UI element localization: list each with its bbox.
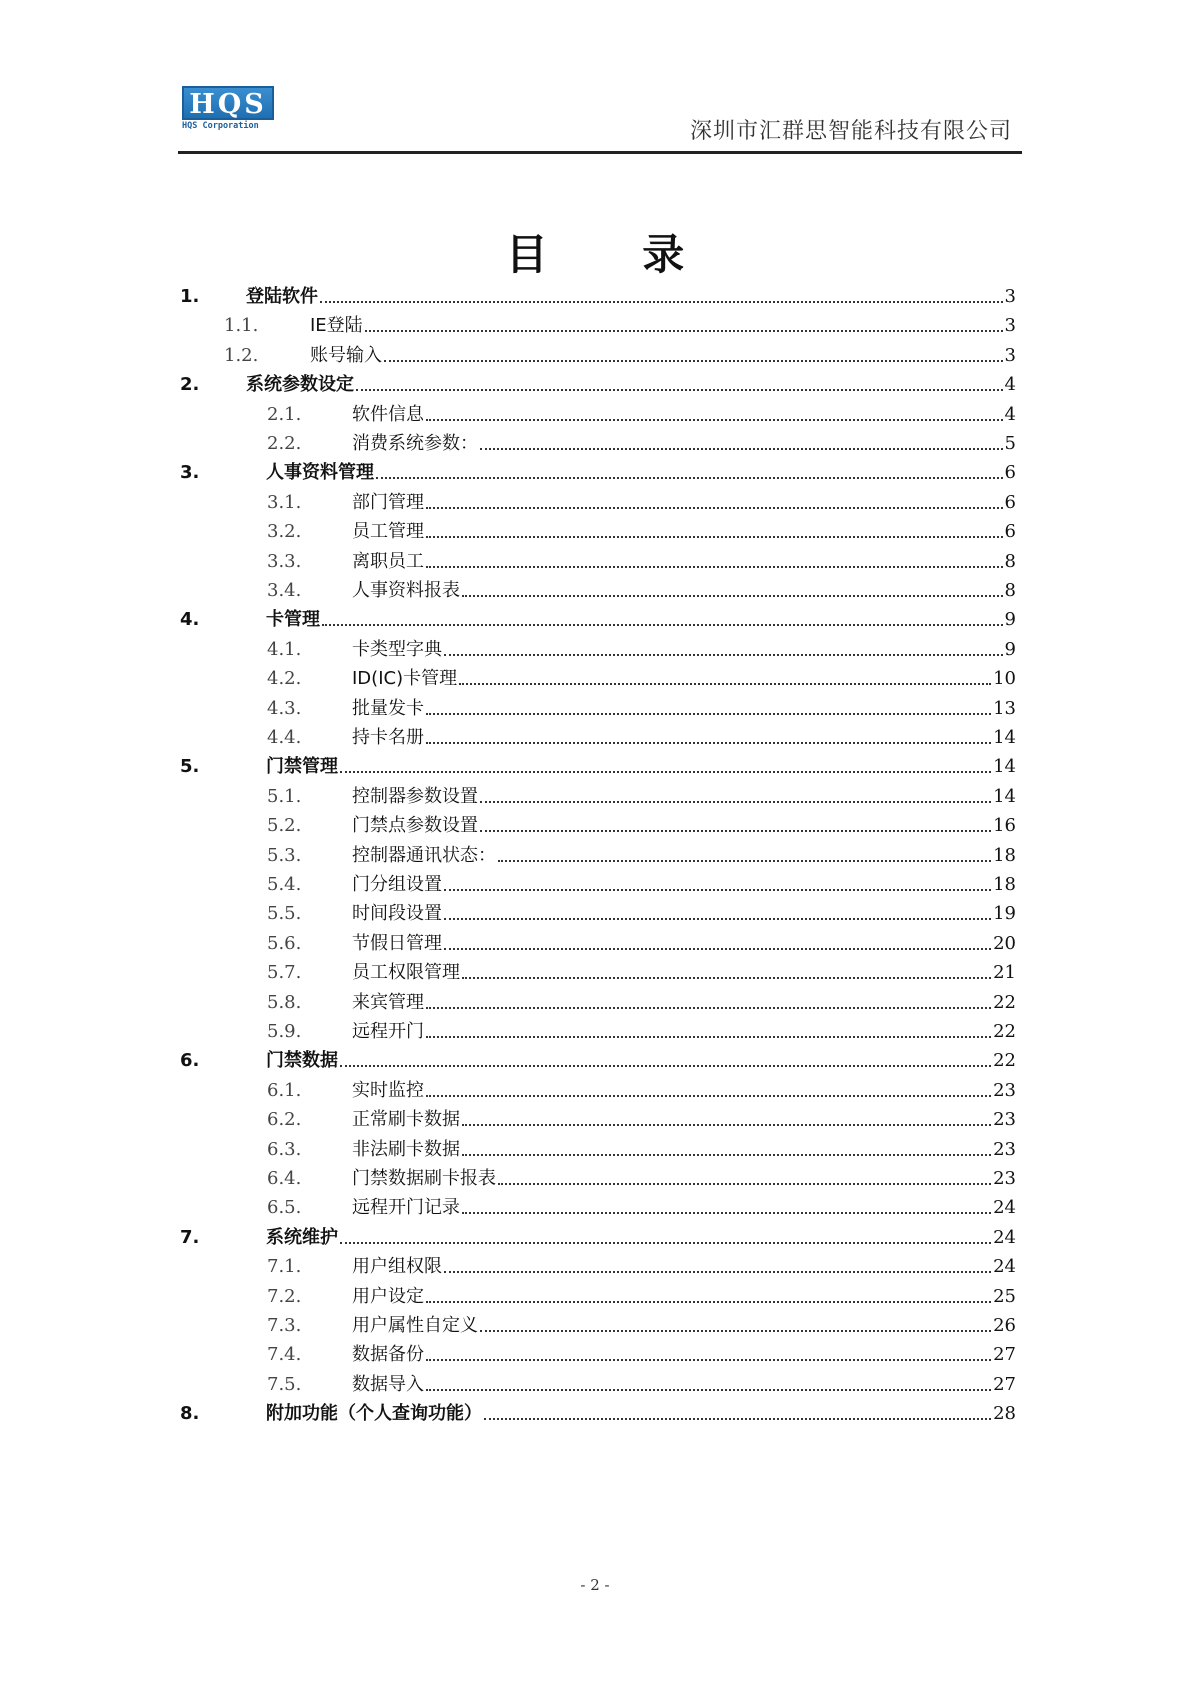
toc-entry-number: 4.3.	[267, 697, 302, 719]
toc-leader-dots	[426, 1036, 991, 1038]
toc-entry-label: 时间段设置	[352, 903, 442, 925]
toc-leader-dots	[426, 566, 1003, 568]
toc-entry-label: 人事资料报表	[352, 580, 460, 601]
toc-entry[interactable]	[0, 899, 1016, 925]
toc-entry[interactable]	[0, 752, 1016, 778]
toc-entry[interactable]	[0, 782, 1016, 808]
toc-entry-label: 员工权限管理	[352, 962, 460, 984]
toc-leader-dots	[480, 448, 1003, 450]
toc-entry[interactable]	[0, 1311, 1016, 1337]
toc-entry-number: 6.2.	[267, 1109, 302, 1131]
toc-entry-number: 3.1.	[267, 491, 302, 513]
toc-entry-page: 23	[993, 1079, 1016, 1101]
toc-entry[interactable]	[0, 1340, 1016, 1366]
toc-entry-page: 3	[1004, 286, 1016, 307]
toc-leader-dots	[340, 771, 991, 773]
toc-entry[interactable]	[0, 458, 1016, 484]
toc-leader-dots	[426, 507, 1003, 509]
company-name: 深圳市汇群思智能科技有限公司	[689, 119, 1012, 144]
toc-entry-label: 控制器参数设置	[352, 785, 478, 807]
toc-entry-label: ID(IC)卡管理	[352, 668, 458, 690]
toc-entry-number: 5.4.	[267, 874, 302, 895]
page-number: - 2 -	[580, 1576, 610, 1594]
toc-entry-number: 5.6.	[267, 932, 302, 954]
toc-entry-number: 6.3.	[267, 1138, 302, 1160]
toc-entry-label: 实时监控	[352, 1079, 424, 1101]
toc-entry[interactable]	[0, 1223, 1016, 1249]
toc-entry-page: 24	[993, 1256, 1016, 1278]
toc-entry-label: 来宾管理	[352, 991, 424, 1013]
toc-leader-dots	[480, 830, 991, 832]
toc-entry-page: 18	[993, 874, 1016, 895]
toc-entry-label: IE登陆	[310, 315, 363, 337]
toc-entry-label: 员工管理	[352, 521, 424, 543]
toc-entry[interactable]	[0, 429, 1016, 455]
toc-entry-number: 1.2.	[224, 344, 259, 366]
toc-leader-dots	[340, 1065, 991, 1067]
toc-entry-number: 7.1.	[267, 1256, 302, 1278]
toc-entry-label: 门禁点参数设置	[352, 815, 478, 837]
toc-entry-number: 1.	[180, 286, 200, 307]
toc-entry[interactable]	[0, 723, 1016, 749]
toc-leader-dots	[426, 742, 991, 744]
toc-entry-page: 28	[993, 1403, 1016, 1425]
toc-entry[interactable]	[0, 1399, 1016, 1425]
toc-leader-dots	[462, 1154, 991, 1156]
toc-title: 目 录	[505, 230, 725, 279]
toc-entry[interactable]	[0, 841, 1016, 867]
toc-entry-page: 8	[1004, 580, 1016, 601]
toc-entry-label: 数据备份	[352, 1344, 424, 1366]
toc-entry-number: 7.4.	[267, 1344, 302, 1366]
toc-entry-number: 7.5.	[267, 1373, 302, 1395]
logo-mark: HQS	[182, 86, 274, 120]
toc-leader-dots	[320, 301, 1003, 303]
toc-entry[interactable]	[0, 1017, 1016, 1043]
toc-entry-label: 数据导入	[352, 1373, 424, 1395]
toc-entry-page: 14	[993, 727, 1016, 748]
toc-entry-number: 3.2.	[267, 521, 302, 543]
toc-entry[interactable]	[0, 635, 1016, 661]
company-logo	[182, 86, 278, 131]
toc-leader-dots	[462, 1212, 991, 1214]
toc-entry-label: 卡管理	[266, 609, 320, 631]
toc-entry-label: 用户组权限	[352, 1256, 442, 1278]
toc-entry-page: 27	[993, 1373, 1016, 1395]
toc-entry-number: 4.1.	[267, 638, 302, 660]
toc-entry-page: 27	[993, 1344, 1016, 1366]
toc-entry-label: 卡类型字典	[352, 638, 442, 660]
toc-entry-label: 远程开门记录	[352, 1197, 460, 1219]
toc-entry-page: 8	[1004, 550, 1016, 572]
toc-entry[interactable]	[0, 870, 1016, 896]
toc-entry-label: 人事资料管理	[266, 462, 374, 484]
toc-entry-page: 26	[993, 1315, 1016, 1336]
toc-entry[interactable]	[0, 370, 1016, 396]
toc-entry-label: 门禁数据刷卡报表	[352, 1168, 496, 1189]
toc-entry[interactable]	[0, 400, 1016, 426]
toc-entry-page: 22	[993, 1050, 1016, 1072]
toc-leader-dots	[462, 977, 991, 979]
toc-entry-label: 消费系统参数：	[352, 433, 478, 454]
toc-entry[interactable]	[0, 1193, 1016, 1219]
toc-leader-dots	[376, 477, 1003, 479]
toc-entry-page: 22	[993, 1021, 1016, 1042]
toc-entry-page: 6	[1004, 521, 1016, 543]
toc-entry[interactable]	[0, 1370, 1016, 1396]
toc-leader-dots	[462, 1124, 991, 1126]
toc-leader-dots	[426, 1301, 991, 1303]
toc-entry[interactable]	[0, 282, 1016, 308]
toc-entry-page: 24	[993, 1226, 1016, 1248]
toc-leader-dots	[340, 1242, 991, 1244]
toc-entry[interactable]	[0, 1135, 1016, 1161]
toc-entry-number: 6.4.	[267, 1168, 302, 1189]
toc-entry-label: 节假日管理	[352, 932, 442, 954]
toc-entry[interactable]	[0, 1252, 1016, 1278]
toc-entry-label: 软件信息	[352, 403, 424, 425]
toc-entry-page: 24	[993, 1197, 1016, 1219]
toc-leader-dots	[322, 624, 1003, 626]
toc-leader-dots	[444, 1271, 991, 1273]
toc-entry-label: 批量发卡	[352, 697, 424, 719]
toc-entry[interactable]	[0, 341, 1016, 367]
toc-entry-page: 9	[1004, 638, 1016, 660]
toc-entry-label: 门分组设置	[352, 874, 442, 895]
toc-leader-dots	[426, 419, 1003, 421]
toc-entry[interactable]	[0, 664, 1016, 690]
toc-entry-label: 用户设定	[352, 1285, 424, 1307]
toc-entry[interactable]	[0, 1076, 1016, 1102]
toc-entry-page: 23	[993, 1168, 1016, 1189]
toc-entry-page: 23	[993, 1138, 1016, 1160]
toc-leader-dots	[462, 595, 1003, 597]
toc-entry-page: 4	[1004, 403, 1016, 425]
toc-entry-number: 6.1.	[267, 1079, 302, 1101]
toc-entry[interactable]	[0, 988, 1016, 1014]
toc-entry[interactable]	[0, 488, 1016, 514]
header-rule	[178, 151, 1022, 154]
toc-entry[interactable]	[0, 517, 1016, 543]
toc-entry[interactable]	[0, 1164, 1016, 1190]
toc-entry-page: 5	[1004, 433, 1016, 454]
toc-entry-number: 5.5.	[267, 903, 302, 925]
toc-leader-dots	[426, 1007, 991, 1009]
toc-entry-page: 22	[993, 991, 1016, 1013]
toc-leader-dots	[498, 1183, 991, 1185]
toc-entry-label: 系统维护	[266, 1226, 338, 1248]
toc-entry-label: 登陆软件	[246, 286, 318, 307]
toc-entry-number: 2.	[180, 374, 200, 396]
toc-leader-dots	[426, 1359, 991, 1361]
toc-entry-number: 5.3.	[267, 844, 302, 866]
toc-leader-dots	[498, 860, 991, 862]
toc-entry-number: 4.	[180, 609, 200, 631]
toc-leader-dots	[480, 801, 991, 803]
toc-leader-dots	[444, 948, 991, 950]
toc-leader-dots	[444, 889, 991, 891]
toc-entry-number: 7.3.	[267, 1315, 302, 1336]
toc-entry-label: 门禁数据	[266, 1050, 338, 1072]
toc-entry-number: 5.9.	[267, 1021, 302, 1042]
toc-entry-label: 用户属性自定义	[352, 1315, 478, 1336]
toc-leader-dots	[426, 536, 1003, 538]
toc-entry-page: 14	[993, 785, 1016, 807]
toc-entry-label: 附加功能（个人查询功能）	[266, 1403, 482, 1425]
toc-entry-number: 5.7.	[267, 962, 302, 984]
toc-entry[interactable]	[0, 1105, 1016, 1131]
toc-entry-page: 19	[993, 903, 1016, 925]
toc-entry-number: 3.4.	[267, 580, 302, 601]
toc-leader-dots	[444, 918, 991, 920]
toc-entry-number: 5.8.	[267, 991, 302, 1013]
toc-entry-page: 10	[993, 668, 1016, 690]
toc-entry-page: 23	[993, 1109, 1016, 1131]
toc-entry-number: 6.	[180, 1050, 200, 1072]
toc-leader-dots	[444, 654, 1003, 656]
toc-leader-dots	[459, 683, 991, 685]
toc-entry[interactable]	[0, 547, 1016, 573]
toc-entry-page: 14	[993, 756, 1016, 778]
toc-entry-label: 账号输入	[310, 344, 382, 366]
toc-entry-number: 5.	[180, 756, 200, 778]
toc-entry[interactable]	[0, 929, 1016, 955]
toc-entry-number: 5.1.	[267, 785, 302, 807]
toc-entry-number: 5.2.	[267, 815, 302, 837]
toc-entry-label: 控制器通讯状态：	[352, 844, 496, 866]
toc-leader-dots	[384, 360, 1003, 362]
toc-entry[interactable]	[0, 576, 1016, 602]
toc-entry-label: 离职员工	[352, 550, 424, 572]
toc-leader-dots	[365, 330, 1003, 332]
toc-leader-dots	[426, 1389, 991, 1391]
toc-leader-dots	[484, 1418, 991, 1420]
toc-entry-number: 7.	[180, 1226, 200, 1248]
toc-entry[interactable]	[0, 1282, 1016, 1308]
toc-leader-dots	[426, 1095, 991, 1097]
toc-entry-number: 3.3.	[267, 550, 302, 572]
toc-entry-label: 持卡名册	[352, 727, 424, 748]
toc-entry-number: 3.	[180, 462, 200, 484]
toc-entry[interactable]	[0, 1046, 1016, 1072]
toc-entry-number: 2.2.	[267, 433, 302, 454]
toc-entry-number: 8.	[180, 1403, 200, 1425]
toc-entry-page: 18	[993, 844, 1016, 866]
toc-entry-page: 3	[1004, 315, 1016, 337]
toc-entry-label: 门禁管理	[266, 756, 338, 778]
toc-entry-number: 4.4.	[267, 727, 302, 748]
toc-entry-number: 7.2.	[267, 1285, 302, 1307]
toc-entry[interactable]	[0, 958, 1016, 984]
toc-entry-label: 部门管理	[352, 491, 424, 513]
toc-entry-number: 2.1.	[267, 403, 302, 425]
toc-leader-dots	[480, 1330, 991, 1332]
toc-entry-page: 13	[993, 697, 1016, 719]
toc-entry[interactable]	[0, 605, 1016, 631]
toc-entry-page: 9	[1004, 609, 1016, 631]
toc-entry-page: 6	[1004, 491, 1016, 513]
toc-leader-dots	[426, 713, 991, 715]
toc-entry[interactable]	[0, 694, 1016, 720]
toc-entry-label: 非法刷卡数据	[352, 1138, 460, 1160]
toc-entry[interactable]	[0, 311, 1016, 337]
toc-entry-number: 6.5.	[267, 1197, 302, 1219]
toc-entry-page: 21	[993, 962, 1016, 984]
toc-entry-label: 系统参数设定	[246, 374, 354, 396]
logo-subtext: HQS Corporation	[182, 121, 259, 131]
toc-entry-label: 远程开门	[352, 1021, 424, 1042]
toc-entry-page: 16	[993, 815, 1016, 837]
toc-entry[interactable]	[0, 811, 1016, 837]
toc-leader-dots	[356, 389, 1003, 391]
toc-entry-number: 4.2.	[267, 668, 302, 690]
toc-entry-number: 1.1.	[224, 315, 259, 337]
toc-entry-label: 正常刷卡数据	[352, 1109, 460, 1131]
toc-entry-page: 3	[1004, 344, 1016, 366]
toc-entry-page: 6	[1004, 462, 1016, 484]
toc-entry-page: 4	[1004, 374, 1016, 396]
toc-entry-page: 20	[993, 932, 1016, 954]
toc-entry-page: 25	[993, 1285, 1016, 1307]
